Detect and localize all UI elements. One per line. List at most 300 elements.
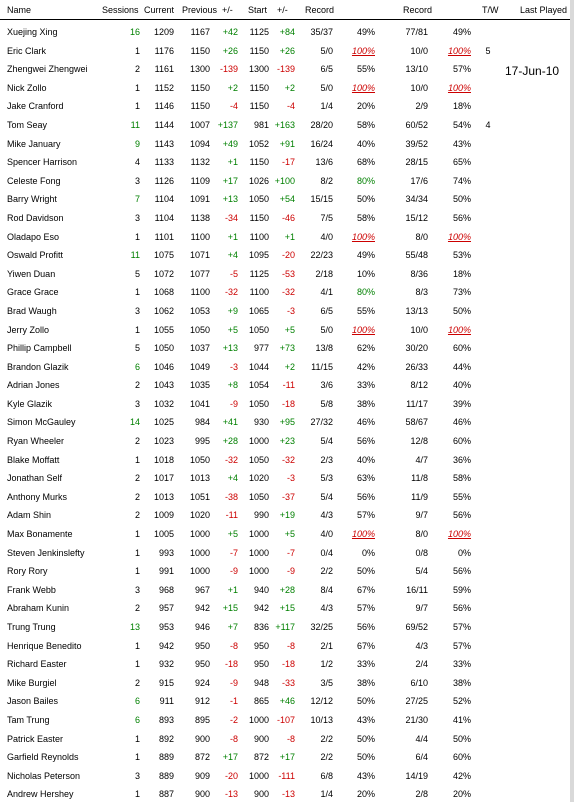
table-row[interactable] — [0, 376, 574, 395]
win-pct-cell: 80% — [356, 175, 375, 186]
vertical-scrollbar[interactable] — [570, 0, 574, 802]
record-cell: 13/6 — [315, 157, 333, 168]
player-name: Tom Seay — [7, 119, 48, 130]
start-rating-cell: 948 — [253, 677, 269, 688]
player-name: Adrian Jones — [7, 380, 60, 391]
previous-rating-cell: 1020 — [189, 510, 210, 521]
header-name[interactable]: Name — [7, 5, 32, 15]
win-pct-cell: 43% — [356, 770, 375, 781]
player-name: Steven Jenkinslefty — [7, 547, 85, 558]
win-pct-cell: 68% — [356, 157, 375, 168]
win-pct-cell: 80% — [356, 287, 375, 298]
change-start-cell: -9 — [286, 566, 295, 577]
win-pct-total-cell: 57% — [452, 622, 471, 632]
change-start-cell: -20 — [281, 250, 295, 261]
win-pct-cell: 49% — [356, 250, 375, 261]
win-pct-total-cell: 18% — [452, 268, 471, 279]
change-previous-cell: +8 — [227, 380, 238, 391]
change-previous-cell: -9 — [229, 398, 238, 409]
record-cell: 3/6 — [320, 380, 333, 391]
player-name: Patrick Easter — [7, 733, 64, 744]
sessions-cell: 2 — [134, 603, 140, 614]
current-rating-cell: 1126 — [154, 175, 174, 186]
table-row[interactable] — [0, 655, 574, 674]
sessions-cell: 1 — [134, 566, 140, 577]
start-rating-cell: 977 — [253, 343, 269, 354]
record-total-cell: 6/10 — [410, 677, 428, 688]
change-previous-cell: -9 — [229, 677, 238, 688]
player-name: Trung Trung — [7, 622, 56, 632]
table-row[interactable] — [0, 637, 574, 656]
table-row[interactable] — [0, 135, 574, 154]
current-rating-cell: 915 — [158, 677, 174, 688]
header-current[interactable]: Current — [144, 5, 175, 15]
change-previous-cell: +137 — [217, 119, 238, 130]
change-previous-cell: -2 — [229, 714, 238, 725]
sessions-cell: 1 — [134, 101, 140, 112]
tw-cell: 5 — [485, 45, 491, 56]
change-previous-cell: +13 — [222, 343, 238, 354]
current-rating-cell: 1046 — [153, 361, 174, 372]
table-row[interactable] — [0, 544, 574, 563]
table-row[interactable] — [0, 413, 574, 432]
win-pct-cell: 50% — [356, 566, 375, 577]
record-total-cell: 12/8 — [410, 436, 428, 447]
current-rating-cell: 1005 — [153, 529, 174, 540]
win-pct-total-cell: 56% — [452, 603, 471, 614]
record-total-cell: 34/34 — [405, 194, 428, 205]
win-pct-cell: 63% — [356, 473, 375, 484]
current-rating-cell: 887 — [158, 789, 174, 800]
record-cell: 5/0 — [320, 45, 333, 56]
start-rating-cell: 1020 — [248, 473, 269, 484]
win-pct-total-cell: 50% — [452, 194, 471, 205]
start-rating-cell: 1000 — [248, 436, 269, 447]
record-cell: 5/4 — [320, 491, 333, 502]
previous-rating-cell: 1138 — [190, 212, 210, 223]
change-previous-cell: +49 — [222, 138, 238, 149]
table-row[interactable] — [0, 358, 574, 377]
change-previous-cell: +17 — [222, 752, 238, 763]
start-rating-cell: 1050 — [248, 491, 269, 502]
sessions-cell: 2 — [134, 436, 140, 447]
change-previous-cell: -3 — [229, 361, 238, 372]
record-cell: 6/5 — [320, 305, 333, 316]
current-rating-cell: 1023 — [153, 436, 174, 447]
previous-rating-cell: 900 — [194, 733, 210, 744]
player-name: Jonathan Self — [7, 473, 63, 484]
change-start-cell: +26 — [279, 45, 295, 56]
record-total-cell: 13/10 — [405, 64, 428, 75]
sessions-cell: 1 — [134, 733, 140, 744]
current-rating-cell: 1133 — [154, 157, 174, 168]
change-start-cell: -7 — [286, 547, 295, 558]
change-previous-cell: -13 — [224, 789, 238, 800]
record-total-cell: 4/3 — [415, 640, 428, 651]
sessions-cell: 1 — [134, 529, 140, 540]
player-name: Simon McGauley — [7, 417, 76, 428]
change-previous-cell: -8 — [229, 733, 238, 744]
current-rating-cell: 1176 — [154, 45, 174, 56]
table-row[interactable] — [0, 97, 574, 116]
change-previous-cell: -11 — [225, 510, 238, 521]
sessions-cell: 11 — [130, 250, 140, 261]
table-row[interactable] — [0, 469, 574, 488]
start-rating-cell: 942 — [253, 603, 269, 614]
start-rating-cell: 1000 — [248, 529, 269, 540]
table-row[interactable] — [0, 302, 574, 321]
previous-rating-cell: 1167 — [190, 27, 210, 37]
start-rating-cell: 1150 — [249, 82, 269, 93]
win-pct-total-cell: 54% — [452, 119, 471, 130]
sessions-cell: 5 — [134, 268, 140, 279]
sessions-cell: 3 — [134, 584, 140, 595]
win-pct-total-cell: 60% — [452, 343, 471, 354]
change-start-cell: +23 — [279, 436, 295, 447]
change-previous-cell: -20 — [224, 770, 238, 781]
table-row[interactable] — [0, 599, 574, 618]
header-change-previous[interactable]: +/- — [222, 5, 233, 15]
player-name: Rory Rory — [7, 566, 48, 577]
sessions-cell: 1 — [134, 789, 140, 800]
table-row[interactable] — [0, 246, 574, 265]
player-name: Max Bonamente — [7, 529, 73, 540]
win-pct-total-cell: 56% — [452, 510, 471, 521]
record-total-cell: 30/20 — [405, 343, 428, 354]
change-previous-cell: +15 — [222, 603, 238, 614]
player-name: Mike January — [7, 138, 61, 149]
header-tw[interactable]: T/W — [482, 5, 499, 15]
record-cell: 5/0 — [320, 82, 333, 93]
change-previous-cell: +5 — [227, 324, 238, 335]
table-row[interactable] — [0, 506, 574, 525]
sessions-cell: 2 — [134, 677, 140, 688]
change-previous-cell: +1 — [227, 157, 238, 168]
record-total-cell: 14/19 — [405, 770, 428, 781]
start-rating-cell: 950 — [253, 659, 269, 670]
previous-rating-cell: 1132 — [190, 157, 210, 168]
win-pct-total-cell: 60% — [452, 436, 471, 447]
header-change-start[interactable]: +/- — [277, 5, 288, 15]
sessions-cell: 6 — [134, 714, 140, 725]
change-start-cell: -11 — [282, 380, 295, 391]
record-total-cell: 15/12 — [405, 212, 428, 223]
table-row[interactable] — [0, 23, 574, 42]
table-row[interactable] — [0, 674, 574, 693]
current-rating-cell: 1104 — [154, 194, 174, 205]
player-name: Andrew Hershey — [7, 789, 74, 800]
record-cell: 3/5 — [320, 677, 333, 688]
record-total-cell: 55/48 — [405, 250, 428, 261]
current-rating-cell: 1055 — [153, 324, 174, 335]
change-previous-cell: +4 — [227, 250, 238, 261]
current-rating-cell: 1072 — [153, 268, 174, 279]
record-total-cell: 39/52 — [405, 138, 428, 149]
record-total-cell: 21/30 — [405, 714, 428, 725]
current-rating-cell: 1068 — [153, 287, 174, 298]
table-row[interactable] — [0, 42, 574, 61]
start-rating-cell: 1052 — [248, 138, 269, 149]
current-rating-cell: 1146 — [154, 101, 174, 112]
table-row[interactable] — [0, 618, 574, 637]
record-cell: 35/37 — [310, 27, 333, 37]
record-cell: 4/3 — [320, 510, 333, 521]
current-rating-cell: 1104 — [154, 212, 174, 223]
current-rating-cell: 1062 — [153, 305, 174, 316]
record-cell: 10/13 — [310, 714, 333, 725]
current-rating-cell: 1032 — [153, 398, 174, 409]
last-played-date[interactable]: 17-Jun-10 — [505, 64, 560, 78]
current-rating-cell: 991 — [158, 566, 174, 577]
win-pct-total-cell: 50% — [452, 733, 471, 744]
table-row[interactable] — [0, 730, 574, 749]
win-pct-total-cell: 55% — [452, 491, 471, 502]
win-pct-total-cell: 42% — [452, 770, 471, 781]
table-row[interactable] — [0, 339, 574, 358]
previous-rating-cell: 1109 — [190, 175, 210, 186]
record-total-cell: 17/6 — [410, 175, 428, 186]
player-name: Phillip Campbell — [7, 343, 72, 354]
record-total-cell: 9/7 — [415, 510, 428, 521]
record-cell: 13/8 — [315, 343, 333, 354]
record-cell: 5/0 — [320, 324, 333, 335]
sessions-cell: 14 — [129, 417, 140, 428]
change-start-cell: -8 — [286, 640, 295, 651]
table-row[interactable] — [0, 116, 574, 135]
sessions-cell: 2 — [134, 473, 140, 484]
change-start-cell: +19 — [279, 510, 295, 521]
win-pct-total-cell: 33% — [452, 659, 471, 670]
sessions-cell: 3 — [134, 305, 140, 316]
record-cell: 6/5 — [320, 64, 333, 75]
win-pct-total-cell: 65% — [452, 157, 471, 168]
start-rating-cell: 1054 — [248, 380, 269, 391]
current-rating-cell: 1144 — [154, 119, 174, 130]
table-row[interactable] — [0, 488, 574, 507]
win-pct-cell: 38% — [356, 398, 375, 409]
previous-rating-cell: 1091 — [189, 194, 210, 205]
current-rating-cell: 1043 — [153, 380, 174, 391]
win-pct-cell: 50% — [356, 194, 375, 205]
table-row[interactable] — [0, 711, 574, 730]
record-total-cell: 4/4 — [415, 733, 428, 744]
current-rating-cell: 1161 — [154, 64, 174, 75]
start-rating-cell: 1150 — [249, 101, 269, 112]
table-row[interactable] — [0, 395, 574, 414]
table-row[interactable] — [0, 228, 574, 247]
table-row[interactable] — [0, 767, 574, 786]
table-row[interactable] — [0, 209, 574, 228]
record-total-cell: 10/0 — [410, 82, 428, 93]
table-row[interactable] — [0, 79, 574, 98]
win-pct-cell: 10% — [356, 268, 375, 279]
win-pct-total-cell: 41% — [452, 714, 471, 725]
current-rating-cell: 1017 — [153, 473, 174, 484]
previous-rating-cell: 995 — [194, 436, 210, 447]
current-rating-cell: 1009 — [153, 510, 174, 521]
header-record[interactable]: Record — [305, 5, 335, 15]
table-row[interactable] — [0, 321, 574, 340]
win-pct-total-cell: 100% — [447, 231, 471, 242]
start-rating-cell: 1000 — [248, 770, 269, 781]
win-pct-total-cell: 40% — [452, 380, 471, 391]
previous-rating-cell: 1100 — [190, 287, 210, 298]
player-name: Mike Burgiel — [7, 677, 57, 688]
table-row[interactable] — [0, 190, 574, 209]
start-rating-cell: 930 — [253, 417, 269, 428]
current-rating-cell: 1018 — [153, 454, 174, 465]
previous-rating-cell: 1150 — [190, 82, 210, 93]
player-name: Frank Webb — [7, 584, 56, 595]
change-start-cell: +17 — [279, 752, 295, 763]
current-rating-cell: 892 — [158, 733, 174, 744]
change-start-cell: +100 — [274, 175, 295, 186]
record-cell: 27/32 — [310, 417, 333, 428]
current-rating-cell: 968 — [158, 584, 174, 595]
record-cell: 4/3 — [320, 603, 333, 614]
win-pct-cell: 40% — [356, 454, 375, 465]
win-pct-total-cell: 59% — [452, 584, 471, 595]
previous-rating-cell: 1094 — [189, 138, 210, 149]
change-start-cell: +54 — [279, 194, 295, 205]
previous-rating-cell: 984 — [194, 417, 210, 428]
win-pct-total-cell: 74% — [452, 175, 471, 186]
header-start[interactable]: Start — [248, 5, 268, 15]
previous-rating-cell: 895 — [194, 714, 210, 725]
change-start-cell: -46 — [281, 212, 295, 223]
previous-rating-cell: 1000 — [189, 566, 210, 577]
win-pct-total-cell: 38% — [452, 677, 471, 688]
change-start-cell: -18 — [281, 398, 295, 409]
table-row[interactable] — [0, 153, 574, 172]
record-cell: 8/2 — [320, 175, 333, 186]
win-pct-total-cell: 52% — [452, 696, 471, 707]
table-row[interactable] — [0, 525, 574, 544]
start-rating-cell: 836 — [253, 622, 269, 632]
player-name: Jake Cranford — [7, 101, 64, 112]
win-pct-total-cell: 100% — [447, 82, 471, 93]
change-previous-cell: +26 — [222, 45, 238, 56]
player-name: Nick Zollo — [7, 82, 47, 93]
header-sessions[interactable]: Sessions — [102, 5, 139, 15]
change-start-cell: -111 — [278, 770, 295, 781]
start-rating-cell: 1150 — [249, 212, 269, 223]
table-row[interactable] — [0, 172, 574, 191]
win-pct-total-cell: 73% — [452, 287, 471, 298]
tw-cell: 4 — [485, 119, 491, 130]
record-total-cell: 0/8 — [415, 547, 428, 558]
record-cell: 5/4 — [320, 436, 333, 447]
win-pct-total-cell: 100% — [447, 324, 471, 335]
record-total-cell: 13/13 — [405, 305, 428, 316]
previous-rating-cell: 1049 — [189, 361, 210, 372]
change-previous-cell: +41 — [222, 417, 238, 428]
start-rating-cell: 1150 — [249, 157, 269, 168]
win-pct-cell: 38% — [356, 677, 375, 688]
record-cell: 2/3 — [320, 454, 333, 465]
previous-rating-cell: 909 — [194, 770, 210, 781]
table-row[interactable] — [0, 581, 574, 600]
start-rating-cell: 865 — [253, 696, 269, 707]
sessions-cell: 1 — [134, 659, 140, 670]
record-cell: 8/4 — [320, 584, 333, 595]
start-rating-cell: 990 — [253, 510, 269, 521]
win-pct-total-cell: 49% — [452, 27, 471, 37]
win-pct-cell: 56% — [356, 436, 375, 447]
header-previous[interactable]: Previous — [182, 5, 218, 15]
header-record-total[interactable]: Record — [403, 5, 433, 15]
start-rating-cell: 1065 — [248, 305, 269, 316]
start-rating-cell: 1026 — [248, 175, 269, 186]
table-row[interactable] — [0, 785, 574, 804]
change-start-cell: +1 — [284, 231, 295, 242]
record-total-cell: 2/8 — [415, 789, 428, 800]
win-pct-total-cell: 39% — [452, 398, 471, 409]
table-row[interactable] — [0, 562, 574, 581]
change-start-cell: -37 — [281, 491, 295, 502]
record-cell: 1/4 — [320, 101, 333, 112]
header-last-played[interactable]: Last Played — [520, 5, 568, 15]
previous-rating-cell: 1053 — [189, 305, 210, 316]
start-rating-cell: 872 — [253, 752, 269, 763]
table-row[interactable] — [0, 60, 574, 79]
change-start-cell: +5 — [284, 529, 295, 540]
current-rating-cell: 889 — [158, 770, 174, 781]
change-start-cell: +46 — [279, 696, 295, 707]
table-row[interactable] — [0, 692, 574, 711]
record-total-cell: 27/25 — [405, 696, 428, 707]
table-row[interactable] — [0, 748, 574, 767]
record-cell: 6/8 — [320, 770, 333, 781]
record-total-cell: 69/52 — [405, 622, 428, 632]
change-start-cell: -107 — [276, 714, 295, 725]
sessions-cell: 1 — [134, 82, 140, 93]
win-pct-total-cell: 56% — [452, 212, 471, 223]
table-row[interactable] — [0, 265, 574, 284]
record-cell: 4/0 — [320, 231, 333, 242]
record-total-cell: 10/0 — [410, 324, 428, 335]
win-pct-cell: 100% — [351, 231, 375, 242]
header-row — [0, 0, 574, 20]
player-name: Abraham Kunin — [7, 603, 70, 614]
change-previous-cell: -8 — [229, 640, 238, 651]
previous-rating-cell: 1013 — [189, 473, 210, 484]
previous-rating-cell: 942 — [194, 603, 210, 614]
record-total-cell: 8/0 — [415, 529, 428, 540]
player-name: Oswald Profitt — [7, 250, 64, 261]
table-row[interactable] — [0, 451, 574, 470]
change-previous-cell: +2 — [227, 82, 238, 93]
change-start-cell: -3 — [286, 305, 295, 316]
record-total-cell: 8/12 — [410, 380, 428, 391]
previous-rating-cell: 1100 — [190, 231, 210, 242]
sessions-cell: 16 — [129, 27, 140, 37]
current-rating-cell: 953 — [158, 622, 174, 632]
previous-rating-cell: 1050 — [189, 324, 210, 335]
table-row[interactable] — [0, 283, 574, 302]
previous-rating-cell: 1000 — [189, 529, 210, 540]
current-rating-cell: 993 — [158, 547, 174, 558]
table-row[interactable] — [0, 432, 574, 451]
current-rating-cell: 1152 — [154, 82, 174, 93]
win-pct-total-cell: 46% — [452, 417, 471, 428]
record-cell: 28/20 — [310, 119, 333, 130]
player-name: Henrique Benedito — [7, 640, 82, 651]
win-pct-cell: 55% — [356, 305, 375, 316]
sessions-cell: 1 — [134, 287, 140, 298]
change-start-cell: -32 — [281, 287, 295, 298]
record-cell: 1/4 — [320, 789, 333, 800]
